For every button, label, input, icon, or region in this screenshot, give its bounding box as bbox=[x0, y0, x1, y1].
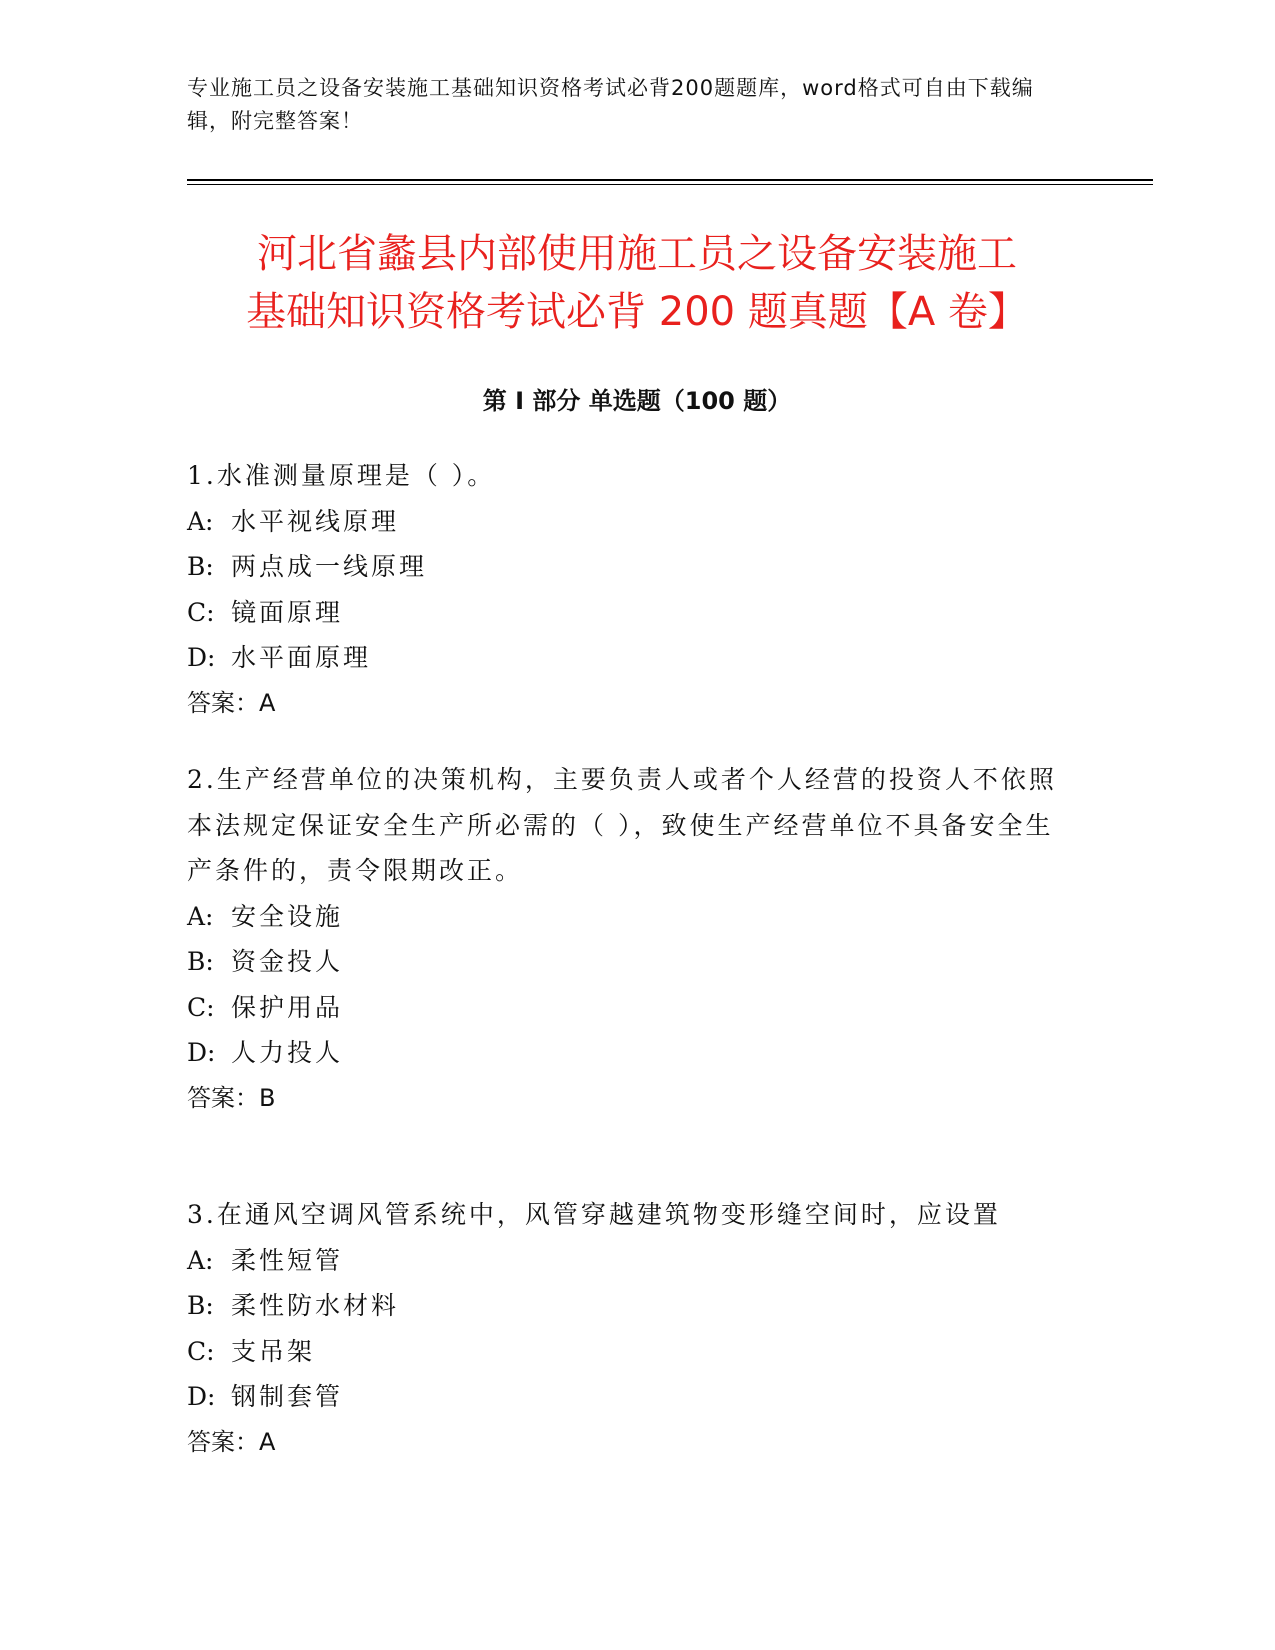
header-note: 专业施工员之设备安装施工基础知识资格考试必背200题题库，word格式可自由下载编辑，附完整答案！ bbox=[187, 76, 1034, 133]
option-key: C: bbox=[187, 1336, 215, 1366]
option-key: C: bbox=[187, 597, 215, 627]
option-text: 支吊架 bbox=[231, 1336, 316, 1366]
question-3 bbox=[187, 1192, 1077, 1465]
option-text: 人力投人 bbox=[231, 1038, 344, 1067]
option-a bbox=[187, 1238, 1077, 1284]
option-d bbox=[187, 635, 1077, 681]
question-2 bbox=[187, 757, 1077, 1121]
option-c bbox=[187, 985, 1077, 1031]
option-key: D: bbox=[187, 1382, 216, 1411]
option-b bbox=[187, 1283, 1077, 1329]
document-title-line-2: 基础知识资格考试必背 200 题真题【A 卷】 bbox=[246, 289, 1028, 335]
option-d bbox=[187, 1374, 1077, 1420]
question-text: 3.在通风空调风管系统中，风管穿越建筑物变形缝空间时，应设置 bbox=[187, 1200, 1001, 1229]
option-b bbox=[187, 939, 1077, 985]
option-key: A: bbox=[187, 901, 214, 931]
option-text: 水平面原理 bbox=[231, 643, 372, 672]
option-key: D: bbox=[187, 1038, 216, 1067]
option-b bbox=[187, 544, 1077, 590]
option-d bbox=[187, 1030, 1077, 1076]
option-text: 钢制套管 bbox=[231, 1382, 344, 1411]
option-key: D: bbox=[187, 643, 216, 672]
answer-text: 答案：B bbox=[187, 1083, 276, 1112]
option-key: C: bbox=[187, 992, 215, 1022]
option-a bbox=[187, 894, 1077, 940]
header-divider-thick bbox=[187, 179, 1153, 181]
option-text: 两点成一线原理 bbox=[231, 552, 428, 581]
answer-text: 答案：A bbox=[187, 688, 276, 717]
document-title bbox=[187, 225, 1087, 341]
document-title-line-1: 河北省蠡县内部使用施工员之设备安装施工 bbox=[257, 231, 1017, 277]
option-text: 柔性防水材料 bbox=[231, 1291, 400, 1320]
option-text: 柔性短管 bbox=[231, 1245, 344, 1275]
option-key: B: bbox=[187, 1291, 214, 1320]
option-c bbox=[187, 1329, 1077, 1375]
option-text: 资金投人 bbox=[231, 947, 344, 976]
answer-text: 答案：A bbox=[187, 1427, 276, 1456]
option-text: 水平视线原理 bbox=[231, 506, 400, 536]
option-key: A: bbox=[187, 1245, 214, 1275]
option-key: B: bbox=[187, 552, 214, 581]
option-text: 镜面原理 bbox=[231, 597, 344, 627]
option-a bbox=[187, 499, 1077, 545]
question-text: 1.水准测量原理是（ ）。 bbox=[187, 461, 496, 490]
question-1 bbox=[187, 453, 1077, 726]
section-heading: 第 I 部分 单选题（100 题） bbox=[482, 387, 792, 415]
option-text: 保护用品 bbox=[231, 992, 344, 1022]
option-text: 安全设施 bbox=[231, 901, 344, 931]
question-text: 2.生产经营单位的决策机构，主要负责人或者个人经营的投资人不依照本法规定保证安全生产所必需的（ ），致使生产经营单位不具备安全生产条件的，责令限期改正。 bbox=[187, 765, 1057, 885]
header-divider-thin bbox=[187, 184, 1153, 185]
option-key: B: bbox=[187, 947, 214, 976]
option-c bbox=[187, 590, 1077, 636]
option-key: A: bbox=[187, 506, 214, 536]
